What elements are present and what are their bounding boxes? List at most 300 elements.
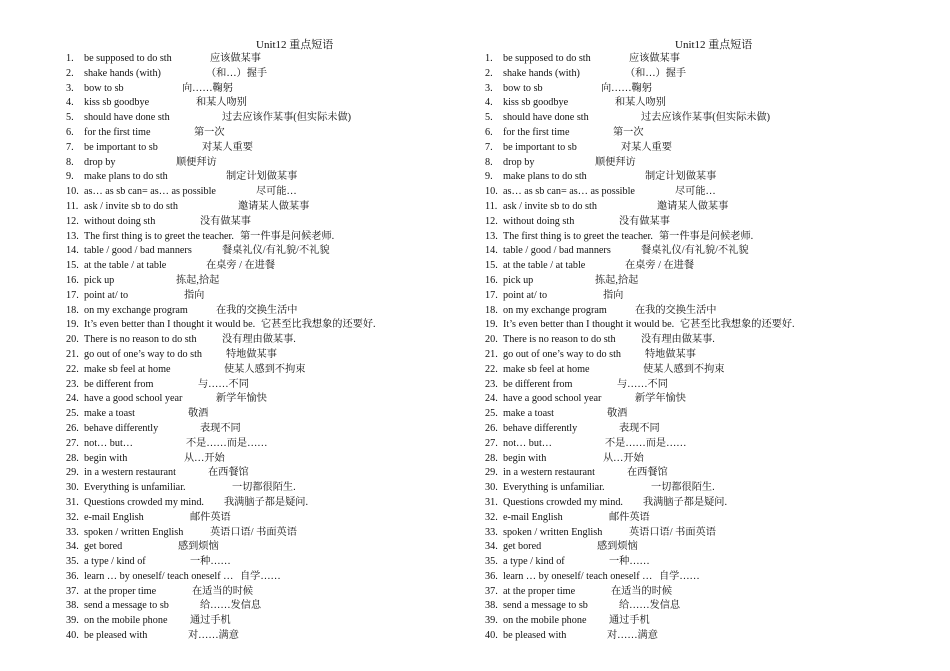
chinese-translation: 英语口语/ 书面英语 — [629, 526, 716, 538]
english-phrase: on the mobile phone — [84, 615, 168, 627]
item-number: 33. — [66, 526, 79, 538]
list-item — [66, 318, 486, 333]
list-item — [485, 452, 905, 467]
item-number: 6. — [485, 126, 493, 138]
chinese-translation: 第一件事是问候老师. — [240, 230, 335, 242]
item-number: 19. — [485, 319, 498, 331]
item-number: 18. — [66, 304, 79, 316]
chinese-translation: 不是……而是…… — [605, 437, 687, 449]
item-number: 8. — [485, 156, 493, 168]
list-item — [485, 230, 905, 245]
chinese-translation: 它甚至比我想象的还要好. — [261, 319, 376, 331]
item-number: 20. — [66, 334, 79, 346]
list-item — [485, 170, 905, 185]
english-phrase: Everything is unfamiliar. — [84, 482, 186, 494]
chinese-translation: 使某人感到不拘束 — [224, 363, 306, 375]
item-number: 9. — [485, 171, 493, 183]
english-phrase: shake hands (with) — [84, 67, 161, 79]
item-number: 33. — [485, 526, 498, 538]
chinese-translation: 没有做某事 — [200, 215, 251, 227]
list-item — [485, 407, 905, 422]
english-phrase: table / good / bad manners — [503, 245, 611, 257]
chinese-translation: 没有理由做某事. — [222, 334, 296, 346]
list-item — [485, 555, 905, 570]
item-number: 21. — [485, 348, 498, 360]
list-item — [485, 481, 905, 496]
english-phrase: learn … by oneself/ teach oneself … — [84, 570, 234, 582]
item-number: 23. — [66, 378, 79, 390]
english-phrase: bow to sb — [84, 82, 124, 94]
item-number: 15. — [485, 260, 498, 272]
item-number: 34. — [485, 541, 498, 553]
item-number: 12. — [66, 215, 79, 227]
english-phrase: send a message to sb — [503, 600, 588, 612]
item-number: 23. — [485, 378, 498, 390]
list-item — [485, 629, 905, 644]
item-number: 6. — [66, 126, 74, 138]
item-number: 12. — [485, 215, 498, 227]
chinese-translation: 第一件事是问候老师. — [659, 230, 754, 242]
list-item — [66, 126, 486, 141]
list-item — [485, 96, 905, 111]
list-item — [66, 570, 486, 585]
item-number: 25. — [66, 408, 79, 420]
item-number: 30. — [485, 482, 498, 494]
item-number: 16. — [66, 274, 79, 286]
english-phrase: go out of one’s way to do sth — [503, 348, 621, 360]
english-phrase: be supposed to do sth — [503, 53, 591, 64]
chinese-translation: 顺便拜访 — [595, 156, 636, 168]
english-phrase: learn … by oneself/ teach oneself … — [503, 570, 653, 582]
item-number: 28. — [66, 452, 79, 464]
chinese-translation: 在西餐馆 — [627, 467, 668, 479]
list-item — [485, 274, 905, 289]
item-number: 8. — [66, 156, 74, 168]
right-column — [485, 38, 905, 644]
item-number: 22. — [485, 363, 498, 375]
list-item — [485, 496, 905, 511]
list-item — [66, 200, 486, 215]
list-item — [66, 363, 486, 378]
list-item — [66, 274, 486, 289]
english-phrase: spoken / written English — [84, 526, 184, 538]
item-number: 2. — [66, 67, 74, 79]
page-title: Unit12 重点短语 — [675, 39, 753, 51]
english-phrase: in a western restaurant — [84, 467, 176, 479]
list-item — [485, 67, 905, 82]
chinese-translation: 感到烦恼 — [597, 541, 638, 553]
phrase-list — [485, 52, 905, 644]
english-phrase: It’s even better than I thought it would be. — [84, 319, 256, 331]
english-phrase: drop by — [503, 156, 535, 168]
item-number: 35. — [485, 556, 498, 568]
list-item — [66, 422, 486, 437]
chinese-translation: 和某人吻别 — [615, 97, 666, 109]
chinese-translation: 拣起,拾起 — [176, 274, 220, 286]
list-item — [485, 318, 905, 333]
chinese-translation: 使某人感到不拘束 — [643, 363, 725, 375]
list-item — [66, 526, 486, 541]
chinese-translation: 不是……而是…… — [186, 437, 268, 449]
list-item — [485, 437, 905, 452]
english-phrase: for the first time — [503, 126, 570, 138]
chinese-translation: 与……不同 — [617, 378, 668, 390]
english-phrase: pick up — [503, 274, 534, 286]
english-phrase: make a toast — [503, 408, 554, 420]
english-phrase: be different from — [503, 378, 573, 390]
english-phrase: The first thing is to greet the teacher. — [503, 230, 653, 242]
english-phrase: be different from — [84, 378, 154, 390]
english-phrase: not… but… — [84, 437, 133, 449]
english-phrase: at the proper time — [84, 585, 157, 597]
list-item — [485, 348, 905, 363]
item-number: 36. — [485, 570, 498, 582]
english-phrase: be pleased with — [84, 630, 148, 642]
english-phrase: make plans to do sth — [84, 171, 168, 183]
list-item — [485, 466, 905, 481]
list-item — [485, 141, 905, 156]
chinese-translation: 给……发信息 — [619, 600, 681, 612]
english-phrase: make plans to do sth — [503, 171, 587, 183]
list-item — [485, 200, 905, 215]
item-number: 13. — [485, 230, 498, 242]
item-number: 1. — [66, 53, 74, 64]
english-phrase: e-mail English — [84, 511, 144, 523]
list-item — [485, 111, 905, 126]
item-number: 14. — [485, 245, 498, 257]
english-phrase: Everything is unfamiliar. — [503, 482, 605, 494]
english-phrase: on the mobile phone — [503, 615, 587, 627]
item-number: 17. — [485, 289, 498, 301]
item-number: 14. — [66, 245, 79, 257]
list-item — [66, 585, 486, 600]
chinese-translation: 第一次 — [194, 126, 225, 138]
item-number: 40. — [66, 630, 79, 642]
chinese-translation: 向……鞠躬 — [601, 82, 652, 94]
chinese-translation: 从…开始 — [184, 452, 225, 464]
item-number: 27. — [66, 437, 79, 449]
chinese-translation: 尽可能… — [675, 186, 716, 198]
english-phrase: bow to sb — [503, 82, 543, 94]
list-item — [66, 96, 486, 111]
chinese-translation: 第一次 — [613, 126, 644, 138]
list-item — [485, 333, 905, 348]
english-phrase: make sb feel at home — [84, 363, 171, 375]
chinese-translation: 特地做某事 — [226, 348, 277, 360]
chinese-translation: 对……满意 — [607, 630, 658, 642]
list-item — [485, 82, 905, 97]
chinese-translation: 一种…… — [190, 556, 231, 568]
list-item — [485, 511, 905, 526]
chinese-translation: 尽可能… — [256, 186, 297, 198]
list-item — [485, 614, 905, 629]
chinese-translation: 邀请某人做某事 — [238, 200, 310, 212]
english-phrase: send a message to sb — [84, 600, 169, 612]
chinese-translation: （和…）握手 — [206, 67, 268, 79]
english-phrase: pick up — [84, 274, 115, 286]
english-phrase: have a good school year — [84, 393, 183, 405]
item-number: 11. — [66, 200, 79, 212]
chinese-translation: 新学年愉快 — [216, 393, 267, 405]
list-item — [66, 629, 486, 644]
english-phrase: ask / invite sb to do sth — [84, 200, 178, 212]
chinese-translation: 过去应该作某事(但实际未做) — [641, 112, 771, 124]
english-phrase: go out of one’s way to do sth — [84, 348, 202, 360]
list-item — [66, 614, 486, 629]
chinese-translation: 餐桌礼仪/有礼貌/不礼貌 — [641, 245, 749, 257]
english-phrase: point at/ to — [84, 289, 129, 301]
english-phrase: without doing sth — [503, 215, 575, 227]
item-number: 16. — [485, 274, 498, 286]
item-number: 35. — [66, 556, 79, 568]
item-number: 37. — [485, 585, 498, 597]
item-number: 30. — [66, 482, 79, 494]
chinese-translation: 从…开始 — [603, 452, 644, 464]
english-phrase: be important to sb — [84, 141, 158, 153]
english-phrase: make sb feel at home — [503, 363, 590, 375]
chinese-translation: 给……发信息 — [200, 600, 262, 612]
item-number: 25. — [485, 408, 498, 420]
chinese-translation: 对某人重要 — [202, 141, 253, 153]
chinese-translation: 在桌旁 / 在进餐 — [625, 260, 695, 272]
item-number: 3. — [485, 82, 493, 94]
chinese-translation: 通过手机 — [609, 615, 650, 627]
chinese-translation: 制定计划做某事 — [645, 171, 717, 183]
english-phrase: behave differently — [503, 422, 578, 434]
list-item — [66, 52, 486, 67]
list-item — [66, 215, 486, 230]
chinese-translation: 制定计划做某事 — [226, 171, 298, 183]
chinese-translation: 在我的交换生活中 — [216, 304, 298, 316]
english-phrase: There is no reason to do sth — [84, 334, 197, 346]
chinese-translation: 顺便拜访 — [176, 156, 217, 168]
chinese-translation: 在桌旁 / 在进餐 — [206, 260, 276, 272]
chinese-translation: 一种…… — [609, 556, 650, 568]
english-phrase: as… as sb can= as… as possible — [84, 186, 216, 198]
chinese-translation: 应该做某事 — [210, 53, 261, 64]
chinese-translation: 餐桌礼仪/有礼貌/不礼貌 — [222, 245, 330, 257]
english-phrase: a type / kind of — [503, 556, 565, 568]
list-item — [485, 392, 905, 407]
list-item — [485, 526, 905, 541]
english-phrase: begin with — [84, 452, 128, 464]
english-phrase: not… but… — [503, 437, 552, 449]
item-number: 28. — [485, 452, 498, 464]
english-phrase: at the table / at table — [84, 260, 167, 272]
chinese-translation: 邮件英语 — [609, 511, 650, 523]
list-item — [66, 599, 486, 614]
list-item — [66, 230, 486, 245]
list-item — [485, 185, 905, 200]
english-phrase: begin with — [503, 452, 547, 464]
english-phrase: get bored — [503, 541, 542, 553]
english-phrase: shake hands (with) — [503, 67, 580, 79]
item-number: 24. — [66, 393, 79, 405]
chinese-translation: 拣起,拾起 — [595, 274, 639, 286]
item-number: 32. — [66, 511, 79, 523]
chinese-translation: 一切都很陌生. — [232, 482, 296, 494]
chinese-translation: 向……鞠躬 — [182, 82, 233, 94]
list-item — [485, 570, 905, 585]
list-item — [66, 452, 486, 467]
item-number: 29. — [66, 467, 79, 479]
item-number: 11. — [485, 200, 498, 212]
english-phrase: be important to sb — [503, 141, 577, 153]
item-number: 4. — [485, 97, 493, 109]
chinese-translation: 没有理由做某事. — [641, 334, 715, 346]
item-number: 5. — [485, 112, 493, 124]
item-number: 19. — [66, 319, 79, 331]
item-number: 38. — [66, 600, 79, 612]
chinese-translation: 与……不同 — [198, 378, 249, 390]
list-item — [66, 348, 486, 363]
item-number: 7. — [485, 141, 493, 153]
chinese-translation: 指向 — [603, 289, 624, 301]
item-number: 29. — [485, 467, 498, 479]
phrase-list — [66, 52, 486, 644]
chinese-translation: 和某人吻别 — [196, 97, 247, 109]
chinese-translation: 邮件英语 — [190, 511, 231, 523]
list-item — [66, 511, 486, 526]
english-phrase: be supposed to do sth — [84, 53, 172, 64]
chinese-translation: 在我的交换生活中 — [635, 304, 717, 316]
item-number: 40. — [485, 630, 498, 642]
item-number: 38. — [485, 600, 498, 612]
chinese-translation: 对……满意 — [188, 630, 239, 642]
list-item — [66, 141, 486, 156]
list-item — [66, 333, 486, 348]
chinese-translation: 表现不同 — [619, 422, 660, 434]
english-phrase: It’s even better than I thought it would be. — [503, 319, 675, 331]
list-item — [66, 259, 486, 274]
item-number: 24. — [485, 393, 498, 405]
item-number: 39. — [66, 615, 79, 627]
english-phrase: ask / invite sb to do sth — [503, 200, 597, 212]
chinese-translation: 过去应该作某事(但实际未做) — [222, 112, 352, 124]
chinese-translation: 自学…… — [240, 570, 281, 582]
list-item — [485, 126, 905, 141]
list-item — [66, 67, 486, 82]
list-item — [66, 555, 486, 570]
item-number: 18. — [485, 304, 498, 316]
english-phrase: behave differently — [84, 422, 159, 434]
list-item — [485, 363, 905, 378]
list-item — [66, 437, 486, 452]
item-number: 7. — [66, 141, 74, 153]
english-phrase: be pleased with — [503, 630, 567, 642]
english-phrase: The first thing is to greet the teacher. — [84, 230, 234, 242]
item-number: 20. — [485, 334, 498, 346]
chinese-translation: 我满脑子都是疑问. — [224, 496, 309, 508]
english-phrase: at the proper time — [503, 585, 576, 597]
item-number: 10. — [485, 186, 498, 198]
english-phrase: on my exchange program — [503, 304, 607, 316]
item-number: 39. — [485, 615, 498, 627]
list-item — [485, 378, 905, 393]
list-item — [66, 304, 486, 319]
item-number: 13. — [66, 230, 79, 242]
chinese-translation: 在西餐馆 — [208, 467, 249, 479]
item-number: 4. — [66, 97, 74, 109]
english-phrase: have a good school year — [503, 393, 602, 405]
left-column — [66, 38, 486, 644]
english-phrase: spoken / written English — [503, 526, 603, 538]
chinese-translation: （和…）握手 — [625, 67, 687, 79]
page-title: Unit12 重点短语 — [256, 39, 334, 51]
list-item — [485, 289, 905, 304]
english-phrase: get bored — [84, 541, 123, 553]
list-item — [66, 156, 486, 171]
list-item — [66, 466, 486, 481]
item-number: 26. — [485, 422, 498, 434]
chinese-translation: 在适当的时候 — [192, 585, 254, 597]
english-phrase: There is no reason to do sth — [503, 334, 616, 346]
item-number: 27. — [485, 437, 498, 449]
chinese-translation: 应该做某事 — [629, 53, 680, 64]
item-number: 37. — [66, 585, 79, 597]
item-number: 21. — [66, 348, 79, 360]
english-phrase: should have done sth — [503, 112, 589, 124]
item-number: 17. — [66, 289, 79, 301]
item-number: 3. — [66, 82, 74, 94]
chinese-translation: 在适当的时候 — [611, 585, 673, 597]
item-number: 31. — [485, 496, 498, 508]
chinese-translation: 感到烦恼 — [178, 541, 219, 553]
list-item — [66, 82, 486, 97]
list-item — [66, 185, 486, 200]
item-number: 36. — [66, 570, 79, 582]
english-phrase: on my exchange program — [84, 304, 188, 316]
list-item — [66, 170, 486, 185]
item-number: 15. — [66, 260, 79, 272]
english-phrase: Questions crowded my mind. — [503, 496, 623, 508]
english-phrase: drop by — [84, 156, 116, 168]
item-number: 10. — [66, 186, 79, 198]
list-item — [485, 585, 905, 600]
english-phrase: in a western restaurant — [503, 467, 595, 479]
list-item — [485, 215, 905, 230]
english-phrase: e-mail English — [503, 511, 563, 523]
list-item — [66, 289, 486, 304]
list-item — [66, 111, 486, 126]
list-item — [485, 599, 905, 614]
list-item — [66, 392, 486, 407]
item-number: 2. — [485, 67, 493, 79]
list-item — [66, 540, 486, 555]
english-phrase: a type / kind of — [84, 556, 146, 568]
chinese-translation: 指向 — [184, 289, 205, 301]
english-phrase: kiss sb goodbye — [84, 97, 150, 109]
chinese-translation: 自学…… — [659, 570, 700, 582]
list-item — [485, 259, 905, 274]
english-phrase: kiss sb goodbye — [503, 97, 569, 109]
list-item — [66, 244, 486, 259]
chinese-translation: 特地做某事 — [645, 348, 696, 360]
list-item — [66, 496, 486, 511]
english-phrase: Questions crowded my mind. — [84, 496, 204, 508]
item-number: 9. — [66, 171, 74, 183]
english-phrase: without doing sth — [84, 215, 156, 227]
chinese-translation: 它甚至比我想象的还要好. — [680, 319, 795, 331]
chinese-translation: 英语口语/ 书面英语 — [210, 526, 297, 538]
list-item — [485, 422, 905, 437]
chinese-translation: 一切都很陌生. — [651, 482, 715, 494]
english-phrase: make a toast — [84, 408, 135, 420]
chinese-translation: 邀请某人做某事 — [657, 200, 729, 212]
english-phrase: at the table / at table — [503, 260, 586, 272]
list-item — [485, 156, 905, 171]
item-number: 1. — [485, 53, 493, 64]
